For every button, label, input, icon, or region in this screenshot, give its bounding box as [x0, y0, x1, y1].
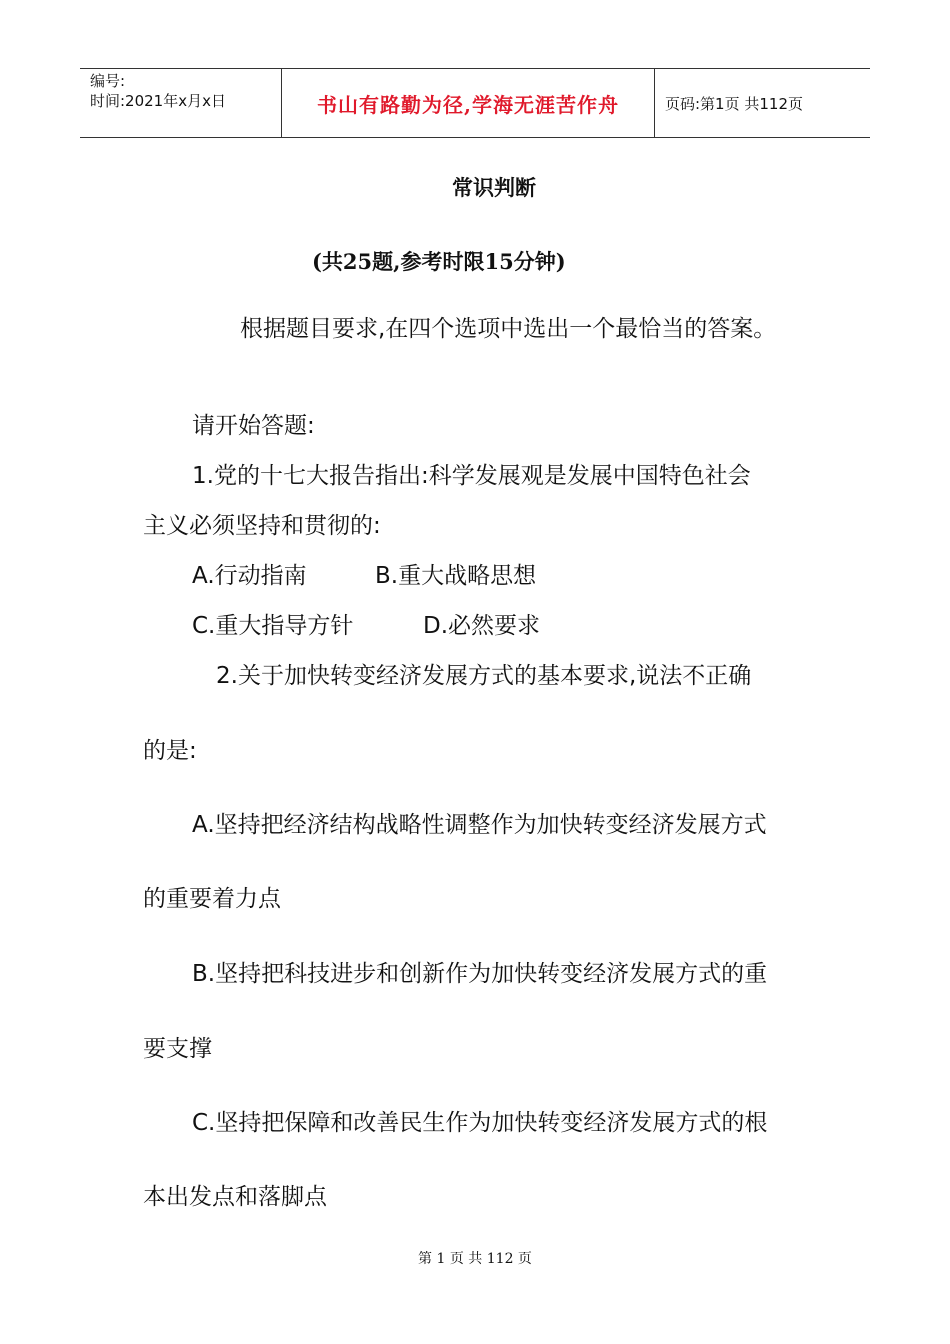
question-1-option-b: B.重大战略思想: [375, 563, 537, 589]
question-1-option-d: D.必然要求: [423, 613, 541, 639]
section-subtitle: (共25题,参考时限15分钟): [312, 249, 566, 274]
instruction-text: 根据题目要求,在四个选项中选出一个最恰当的答案。: [240, 316, 777, 342]
question-2-option-b-line-1: B.坚持把科技进步和创新作为加快转变经济发展方式的重: [192, 961, 768, 987]
question-1-option-a: A.行动指南: [192, 563, 307, 589]
question-2-option-c-line-2: 本出发点和落脚点: [143, 1184, 327, 1210]
footer-page-number: 第 1 页 共 112 页: [418, 1251, 532, 1267]
question-1-option-c: C.重大指导方针: [192, 613, 354, 639]
question-2-option-b-line-2: 要支撑: [143, 1036, 212, 1062]
header-page-cell: [655, 69, 870, 137]
header-meta: [80, 69, 282, 137]
question-2-line-2: 的是:: [143, 738, 197, 764]
header-motto: 书山有路勤为径,学海无涯苦作舟: [317, 92, 619, 117]
page-header: [80, 68, 870, 138]
question-1-line-2: 主义必须坚持和贯彻的:: [143, 513, 381, 539]
page-footer: [0, 1248, 950, 1268]
start-prompt: 请开始答题:: [192, 413, 315, 439]
document-number-label: 编号:: [90, 72, 126, 90]
question-2-option-c-line-1: C.坚持把保障和改善民生作为加快转变经济发展方式的根: [192, 1110, 768, 1136]
question-1-line-1: 1.党的十七大报告指出:科学发展观是发展中国特色社会: [192, 463, 751, 489]
section-title: 常识判断: [452, 175, 536, 200]
question-2-option-a-line-1: A.坚持把经济结构战略性调整作为加快转变经济发展方式: [192, 812, 767, 838]
header-page-info: 页码:第1页 共112页: [665, 94, 803, 113]
question-2-option-a-line-2: 的重要着力点: [143, 886, 281, 912]
document-time: 时间:2021年x月x日: [90, 92, 226, 110]
question-2-line-1: 2.关于加快转变经济发展方式的基本要求,说法不正确: [216, 663, 752, 689]
header-motto-cell: [282, 69, 655, 137]
